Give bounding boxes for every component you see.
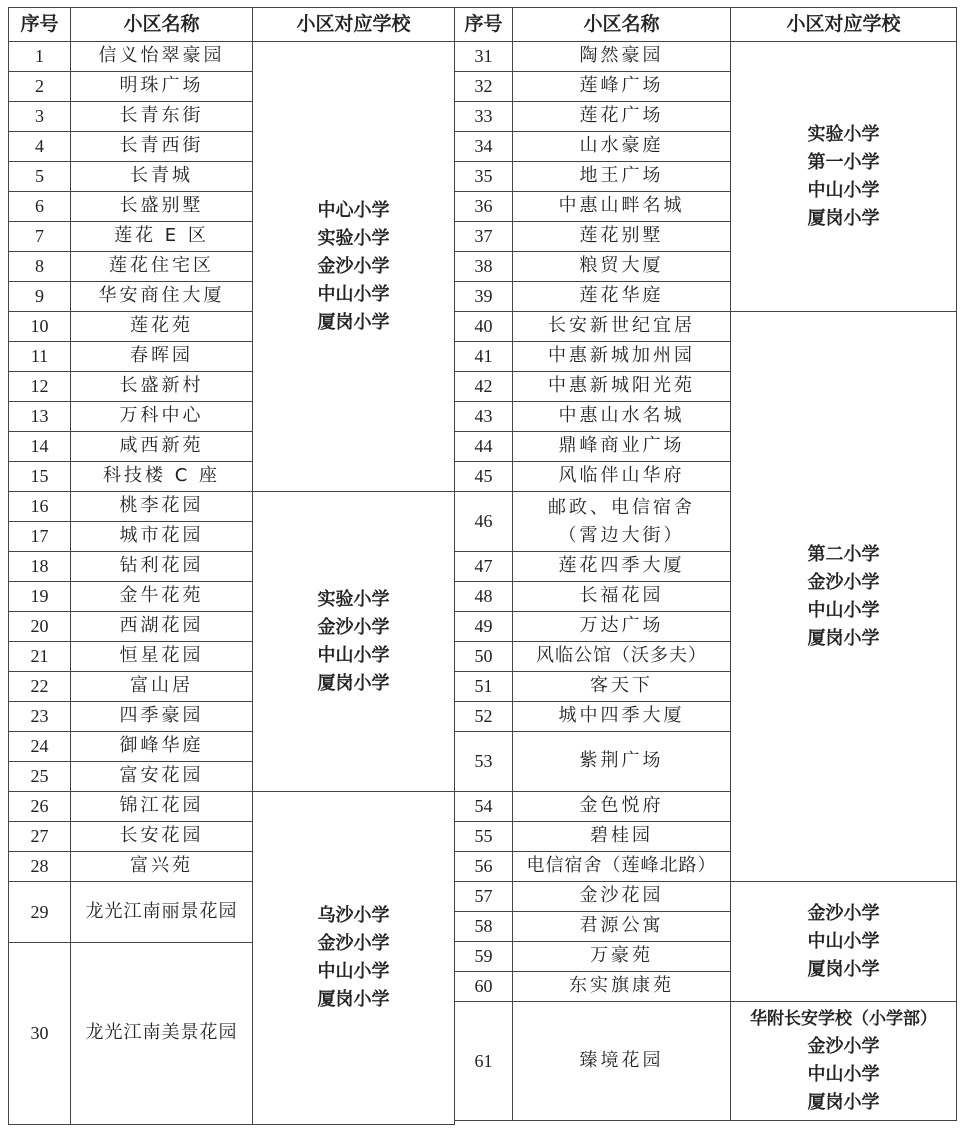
community-name-line2: （霄边大街）	[558, 524, 685, 546]
community-name: 科技楼 C 座	[71, 462, 253, 492]
community-name: 风临伴山华府	[513, 462, 731, 492]
row-num: 8	[9, 252, 71, 282]
left-table	[8, 7, 455, 1125]
row-num: 48	[455, 582, 513, 612]
row-num: 18	[9, 552, 71, 582]
school-group-1	[253, 42, 455, 492]
school-group-7	[731, 1002, 957, 1121]
row-num: 56	[455, 852, 513, 882]
row-num: 46	[455, 492, 513, 552]
row-num: 35	[455, 162, 513, 192]
header-school: 小区对应学校	[731, 8, 957, 42]
school-name: 金沙小学	[807, 571, 880, 593]
community-name: 风临公馆（沃多夫）	[513, 642, 731, 672]
row-num: 49	[455, 612, 513, 642]
community-name: 信义怡翠豪园	[71, 42, 253, 72]
school-name: 金沙小学	[807, 902, 880, 924]
row-num: 25	[9, 762, 71, 792]
school-name: 实验小学	[807, 123, 880, 145]
community-name: 东实旗康苑	[513, 972, 731, 1002]
community-name: 电信宿舍（莲峰北路）	[513, 852, 731, 882]
row-num: 22	[9, 672, 71, 702]
school-name: 金沙小学	[317, 933, 390, 954]
row-num: 17	[9, 522, 71, 552]
community-name: 咸西新苑	[71, 432, 253, 462]
community-name: 长青西街	[71, 132, 253, 162]
row-num: 10	[9, 312, 71, 342]
community-name: 地王广场	[513, 162, 731, 192]
community-name: 君源公寓	[513, 912, 731, 942]
row-num: 27	[9, 822, 71, 852]
row-num: 58	[455, 912, 513, 942]
row-num: 16	[9, 492, 71, 522]
school-name: 乌沙小学	[317, 905, 390, 926]
row-num: 13	[9, 402, 71, 432]
row-num: 20	[9, 612, 71, 642]
row-num: 34	[455, 132, 513, 162]
row-num: 33	[455, 102, 513, 132]
community-name: 城市花园	[71, 522, 253, 552]
community-name: 春晖园	[71, 342, 253, 372]
row-num: 26	[9, 792, 71, 822]
community-name: 鼎峰商业广场	[513, 432, 731, 462]
right-table	[454, 7, 957, 1121]
community-name: 四季豪园	[71, 702, 253, 732]
community-name: 华安商住大厦	[71, 282, 253, 312]
row-num: 4	[9, 132, 71, 162]
school-name: 金沙小学	[807, 1036, 880, 1057]
community-name: 莲花广场	[513, 102, 731, 132]
community-name: 西湖花园	[71, 612, 253, 642]
school-name: 实验小学	[317, 227, 390, 249]
school-name: 中山小学	[807, 599, 880, 621]
school-group-2	[253, 492, 455, 792]
table-row	[9, 792, 455, 822]
community-name: 长福花园	[513, 582, 731, 612]
row-num: 57	[455, 882, 513, 912]
community-name: 中惠新城阳光苑	[513, 372, 731, 402]
school-name: 中心小学	[317, 199, 390, 221]
community-name: 桃李花园	[71, 492, 253, 522]
row-num: 5	[9, 162, 71, 192]
school-name: 第一小学	[807, 151, 880, 173]
row-num: 2	[9, 72, 71, 102]
header-name: 小区名称	[71, 8, 253, 42]
community-name: 碧桂园	[513, 822, 731, 852]
row-num: 38	[455, 252, 513, 282]
community-name: 长青东街	[71, 102, 253, 132]
community-name: 长青城	[71, 162, 253, 192]
row-num: 60	[455, 972, 513, 1002]
table-row	[455, 1002, 957, 1121]
row-num: 55	[455, 822, 513, 852]
school-name: 华附长安学校（小学部）	[750, 1009, 937, 1029]
row-num: 37	[455, 222, 513, 252]
school-name: 实验小学	[317, 588, 390, 610]
row-num: 12	[9, 372, 71, 402]
header-num: 序号	[455, 8, 513, 42]
row-num: 40	[455, 312, 513, 342]
row-num: 52	[455, 702, 513, 732]
school-name: 金沙小学	[317, 255, 390, 277]
school-name: 中山小学	[807, 930, 880, 952]
community-name: 明珠广场	[71, 72, 253, 102]
school-name: 中山小学	[317, 644, 390, 666]
header-row	[9, 8, 455, 42]
header-name: 小区名称	[513, 8, 731, 42]
row-num: 32	[455, 72, 513, 102]
school-group-5	[731, 312, 957, 882]
community-name: 万科中心	[71, 402, 253, 432]
school-name: 中山小学	[807, 1064, 880, 1085]
row-num: 30	[9, 943, 71, 1125]
row-num: 23	[9, 702, 71, 732]
community-name	[513, 492, 731, 552]
community-name: 万豪苑	[513, 942, 731, 972]
community-name: 龙光江南丽景花园	[71, 882, 253, 943]
community-name: 锦江花园	[71, 792, 253, 822]
school-group-4	[731, 42, 957, 312]
community-name: 山水豪庭	[513, 132, 731, 162]
school-name: 厦岗小学	[317, 989, 390, 1010]
row-num: 28	[9, 852, 71, 882]
row-num: 6	[9, 192, 71, 222]
row-num: 50	[455, 642, 513, 672]
row-num: 41	[455, 342, 513, 372]
school-group-6	[731, 882, 957, 1002]
community-name: 长盛别墅	[71, 192, 253, 222]
row-num: 43	[455, 402, 513, 432]
row-num: 53	[455, 732, 513, 792]
community-name: 长安新世纪宜居	[513, 312, 731, 342]
community-name: 富山居	[71, 672, 253, 702]
school-name: 厦岗小学	[807, 207, 880, 229]
row-num: 7	[9, 222, 71, 252]
community-name: 粮贸大厦	[513, 252, 731, 282]
school-name: 第二小学	[807, 543, 880, 565]
school-name: 厦岗小学	[807, 958, 880, 980]
community-name: 金牛花苑	[71, 582, 253, 612]
row-num: 1	[9, 42, 71, 72]
row-num: 39	[455, 282, 513, 312]
community-name: 莲花 E 区	[71, 222, 253, 252]
community-name-line1: 邮政、电信宿舍	[548, 496, 695, 518]
row-num: 31	[455, 42, 513, 72]
community-name: 莲峰广场	[513, 72, 731, 102]
community-name: 莲花住宅区	[71, 252, 253, 282]
row-num: 24	[9, 732, 71, 762]
row-num: 29	[9, 882, 71, 943]
row-num: 51	[455, 672, 513, 702]
header-num: 序号	[9, 8, 71, 42]
row-num: 14	[9, 432, 71, 462]
community-name: 富兴苑	[71, 852, 253, 882]
row-num: 61	[455, 1002, 513, 1121]
school-name: 厦岗小学	[807, 1092, 880, 1113]
row-num: 54	[455, 792, 513, 822]
community-name: 恒星花园	[71, 642, 253, 672]
school-name: 厦岗小学	[317, 672, 390, 694]
row-num: 19	[9, 582, 71, 612]
school-name: 厦岗小学	[807, 627, 880, 649]
table-row	[455, 42, 957, 72]
table-row	[9, 492, 455, 522]
community-name: 客天下	[513, 672, 731, 702]
community-name: 中惠山水名城	[513, 402, 731, 432]
row-num: 42	[455, 372, 513, 402]
community-name: 臻境花园	[513, 1002, 731, 1121]
school-group-3	[253, 792, 455, 1125]
community-name: 中惠新城加州园	[513, 342, 731, 372]
community-name: 钻利花园	[71, 552, 253, 582]
row-num: 44	[455, 432, 513, 462]
table-row	[9, 42, 455, 72]
community-name: 莲花四季大厦	[513, 552, 731, 582]
community-name: 中惠山畔名城	[513, 192, 731, 222]
community-name: 万达广场	[513, 612, 731, 642]
table-row	[455, 882, 957, 912]
community-name: 御峰华庭	[71, 732, 253, 762]
row-num: 36	[455, 192, 513, 222]
school-name: 金沙小学	[317, 616, 390, 638]
community-name: 长盛新村	[71, 372, 253, 402]
community-name: 富安花园	[71, 762, 253, 792]
row-num: 3	[9, 102, 71, 132]
school-name: 厦岗小学	[317, 311, 390, 333]
header-row	[455, 8, 957, 42]
community-name: 城中四季大厦	[513, 702, 731, 732]
row-num: 9	[9, 282, 71, 312]
header-school: 小区对应学校	[253, 8, 455, 42]
community-name: 金沙花园	[513, 882, 731, 912]
row-num: 11	[9, 342, 71, 372]
row-num: 59	[455, 942, 513, 972]
school-name: 中山小学	[317, 283, 390, 305]
community-name: 陶然豪园	[513, 42, 731, 72]
community-name: 莲花苑	[71, 312, 253, 342]
community-name: 长安花园	[71, 822, 253, 852]
table-row	[455, 312, 957, 342]
community-name: 龙光江南美景花园	[71, 943, 253, 1125]
row-num: 47	[455, 552, 513, 582]
community-name: 莲花华庭	[513, 282, 731, 312]
school-name: 中山小学	[807, 179, 880, 201]
school-name: 中山小学	[317, 961, 390, 982]
community-name: 莲花别墅	[513, 222, 731, 252]
community-name: 金色悦府	[513, 792, 731, 822]
community-name: 紫荆广场	[513, 732, 731, 792]
row-num: 15	[9, 462, 71, 492]
row-num: 45	[455, 462, 513, 492]
row-num: 21	[9, 642, 71, 672]
